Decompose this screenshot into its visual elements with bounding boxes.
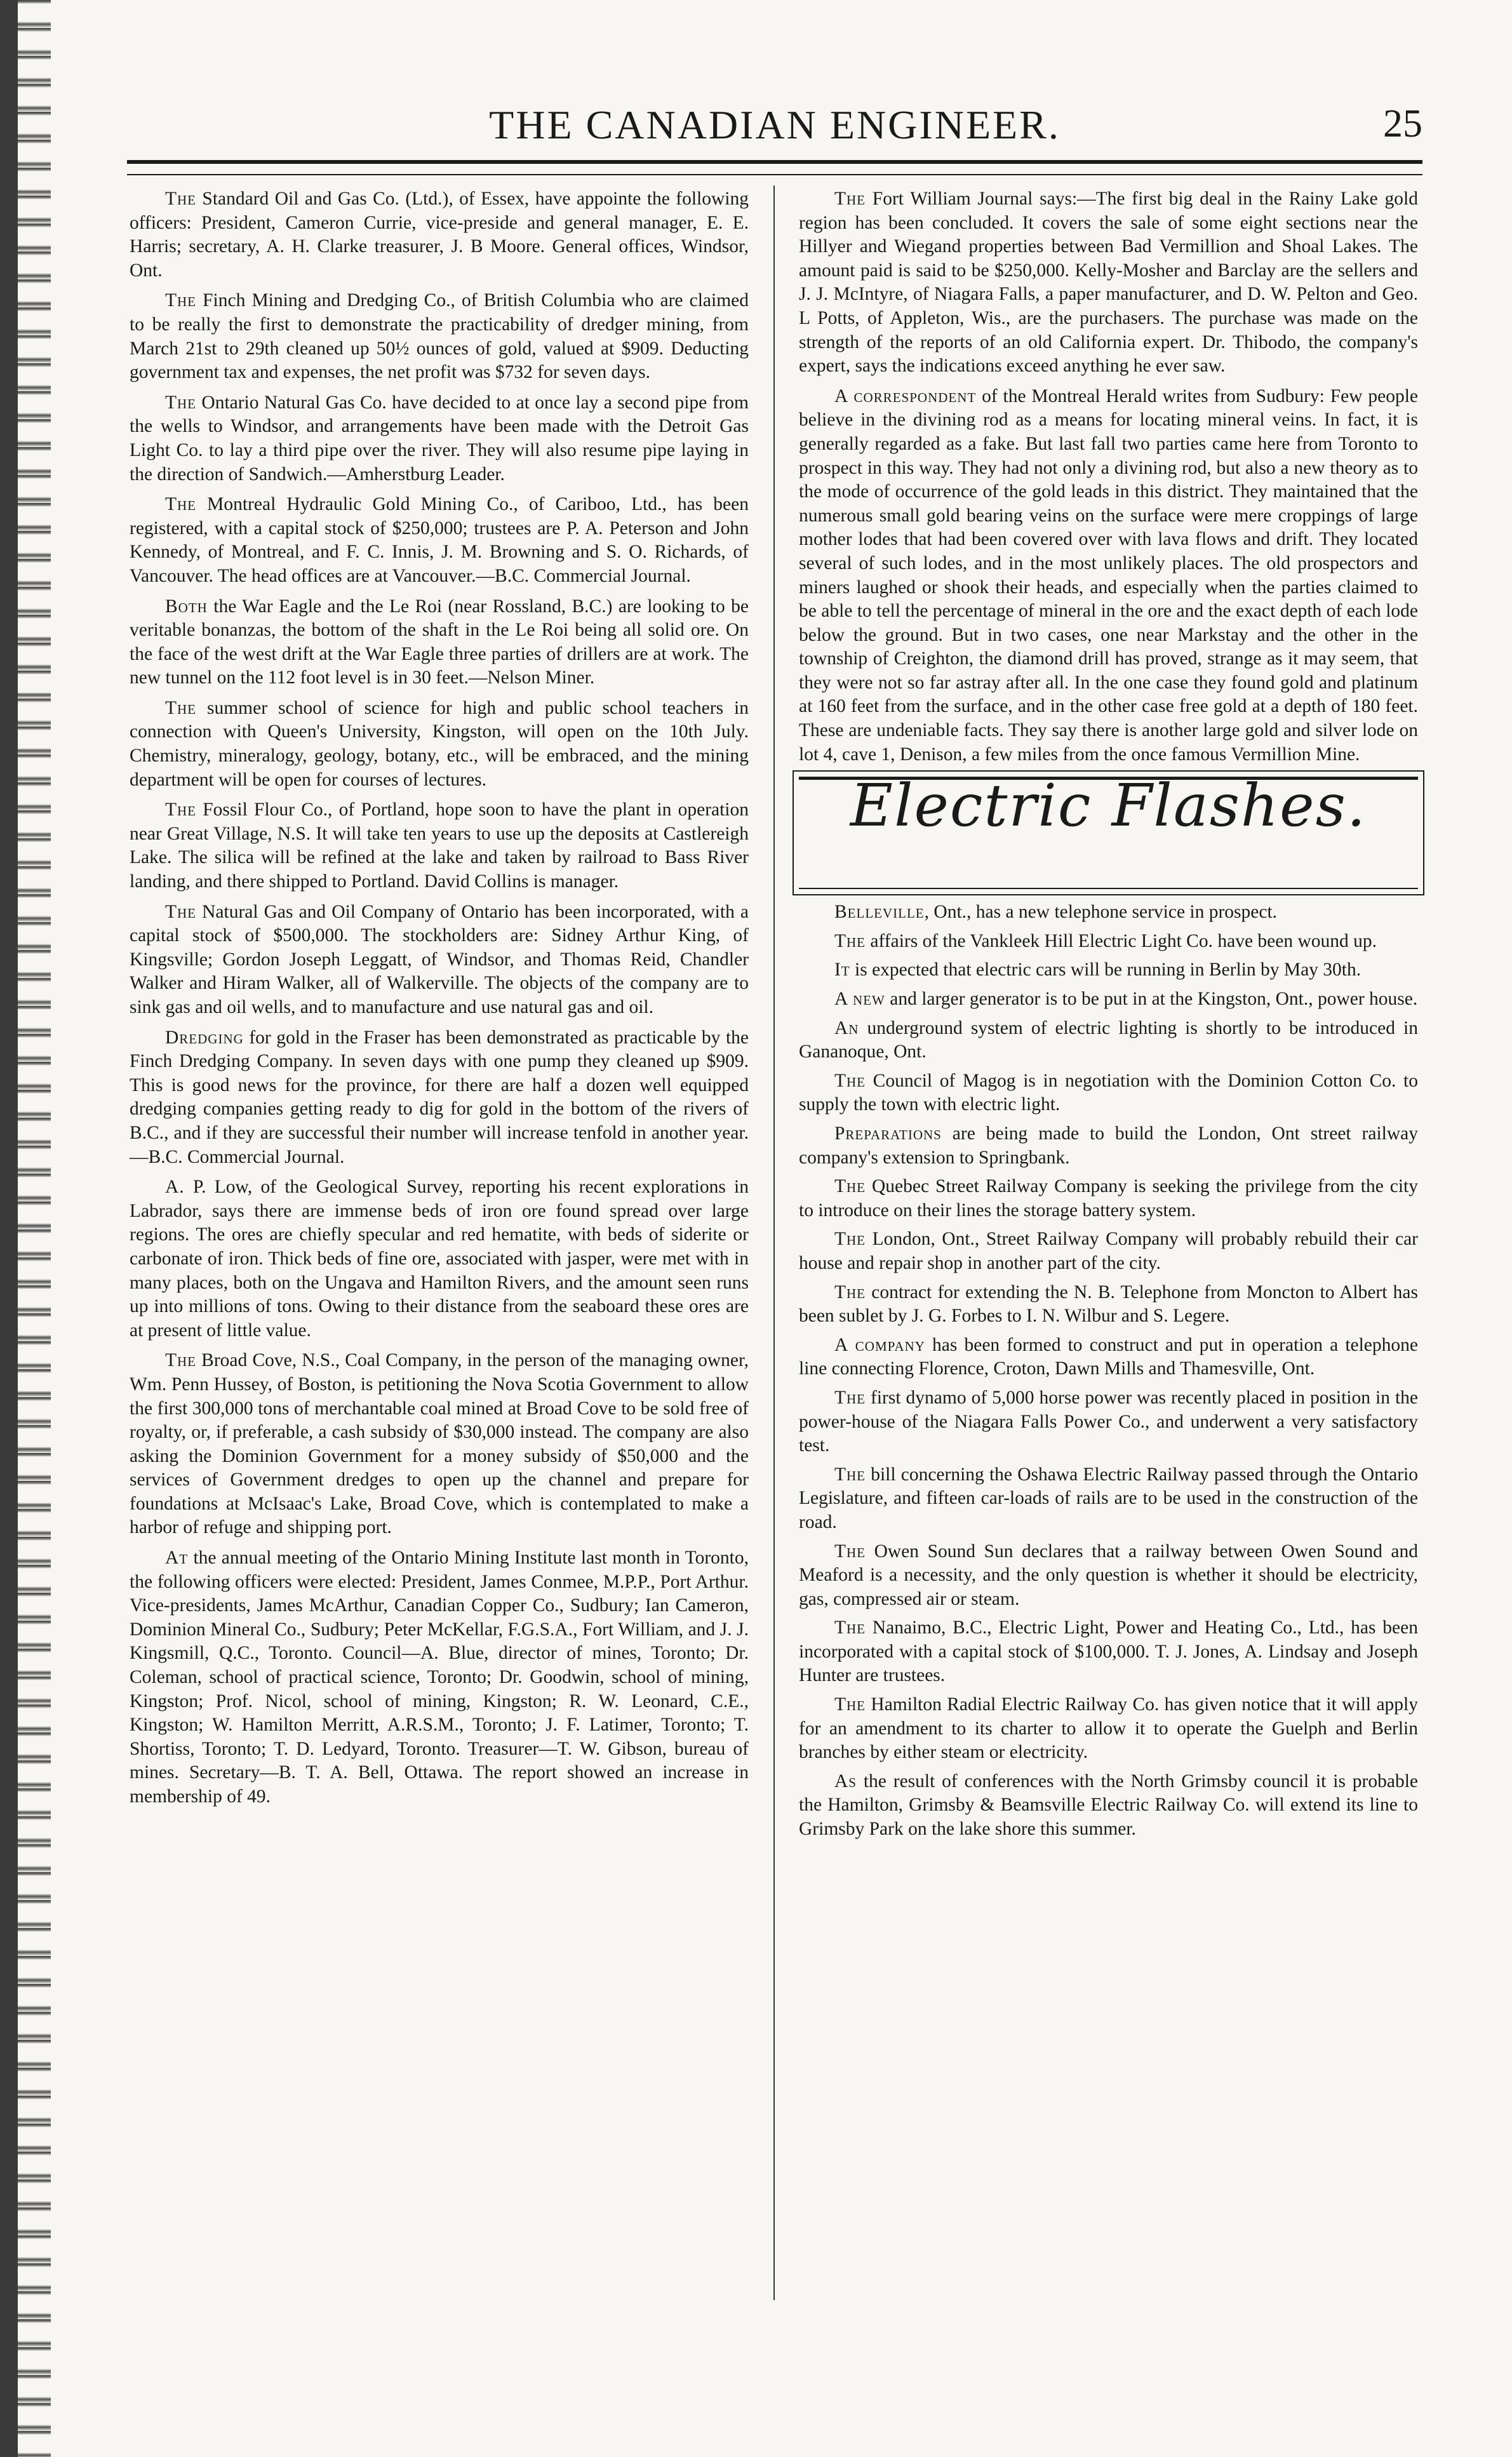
brief-item <box>799 1122 1418 1170</box>
news-paragraph <box>130 1026 749 1170</box>
paragraph-text: for gold in the Fraser has been demonstrated as practicable by the Finch Dredging Company. In seven days with one pump they cleaned up $909. This is good news for the province, for there are half a dozen well equipped dredging companies getting ready to dig for gold in the bottom of the rivers of B.C., and if they are successful their number will increase tenfold in another year.—B.C. Commercial Journal. <box>130 1027 749 1167</box>
news-paragraph <box>130 1546 749 1809</box>
section-heading-box <box>799 772 1418 889</box>
paragraph-text: Natural Gas and Oil Company of Ontario has been incorporated, with a capital stock of $500,000. The stockholders are: Sidney Arthur King, of Kingsville; Gordon Joseph Leggatt, of Windsor, and Thomas Reid, Chandler Walker and Hiram Walker, all of Walkerville. The objects of the company are to sink gas and oil wells, and to manufacture and use natural gas and oil. <box>130 901 749 1017</box>
brief-item <box>799 1175 1418 1222</box>
right-column-news <box>799 187 1418 767</box>
brief-item <box>799 1540 1418 1612</box>
paragraph-text: Fort William Journal says:—The first big deal in the Rainy Lake gold region has been concluded. It covers the sale of some eight sections near the Hillyer and Wiegand properties between Bad Vermillion and Shoal Lakes. The amount paid is said to be $250,000. Kelly-Mosher and Barclay are the sellers and J. J. McIntyre, of Niagara Falls, a paper manufacturer, and D. W. Pelton and Geo. L Potts, of Appleton, Wis., are the purchasers. The purchase was made on the strength of the reports of an old California expert. Dr. Thibodo, the company's expert, says the indications exceed anything he ever saw. <box>799 189 1418 377</box>
news-paragraph <box>130 798 749 894</box>
paragraph-text: contract for extending the N. B. Telephone from Moncton to Albert has been sublet by J. G. Forbes to I. N. Wilbur and S. Legere. <box>799 1282 1418 1327</box>
header-rule <box>127 160 1422 175</box>
news-paragraph <box>130 697 749 792</box>
paragraph-lead: A. <box>165 1177 185 1198</box>
paragraph-lead: The <box>165 494 197 515</box>
brief-item <box>799 1463 1418 1535</box>
electric-flashes-list <box>799 900 1418 1841</box>
news-paragraph <box>799 385 1418 767</box>
right-column <box>799 187 1418 1847</box>
brief-item <box>799 1770 1418 1842</box>
paragraph-text: the result of conferences with the North Grimsby council it is probable the Hamilton, Grimsby & Beamsville Electric Railway Co. will extend its line to Grimsby Park on the lake shore this summer. <box>799 1771 1418 1840</box>
paragraph-lead: The <box>834 1387 866 1408</box>
scan-binding-edge <box>0 0 51 2457</box>
paragraph-lead: The <box>165 189 197 209</box>
brief-item <box>799 1616 1418 1688</box>
brief-item <box>799 1334 1418 1381</box>
paragraph-lead: The <box>834 1176 866 1197</box>
brief-item <box>799 1693 1418 1765</box>
news-paragraph <box>130 1349 749 1540</box>
news-paragraph <box>130 187 749 283</box>
paragraph-lead: It <box>834 960 850 981</box>
paragraph-lead: A correspondent <box>834 385 977 406</box>
brief-item <box>799 900 1418 925</box>
paragraph-text: the War Eagle and the Le Roi (near Rossland, B.C.) are looking to be veritable bonanzas, the bottom of the shaft in the Le Roi being all solid ore. On the face of the west drift at the War Eagle three parties of drillers are at work. The new tunnel on the 112 foot level is in 30 feet.—Nelson Miner. <box>130 596 749 688</box>
paragraph-lead: As <box>834 1771 857 1791</box>
column-divider <box>773 185 775 2300</box>
paragraph-text: the annual meeting of the Ontario Mining Institute last month in Toronto, the following officers were elected: President, James Conmee, M.P.P., Port Arthur. Vice-presidents, James McArthur, Canadian Copper Co., Sudbury; Ian Cameron, Dominion Mineral Co., Sudbury; Peter McKellar, F.G.S.A., Fort William, and J. J. Kingsmill, Q.C., Toronto. Council—A. Blue, director of mines, Toronto; Dr. Coleman, school of practical science, Toronto; Dr. Goodwin, school of mining, Kingston; Prof. Nicol, school of mining, Kingston; R. W. Leonard, C.E., Kingston; W. Hamilton Merritt, A.R.S.M., Toronto; J. F. Latimer, Toronto; T. Shortiss, Toronto; T. D. Ledyard, Toronto. Treasurer—T. W. Gibson, bureau of mines. Secretary—B. T. A. Bell, Ottawa. The report showed an increase in membership of 49. <box>130 1548 749 1807</box>
news-paragraph <box>799 187 1418 378</box>
brief-item <box>799 930 1418 954</box>
paragraph-lead: The <box>834 1541 866 1562</box>
paragraph-text: underground system of electric lighting is shortly to be introduced in Gananoque, Ont. <box>799 1017 1418 1062</box>
paragraph-lead: The <box>834 1282 866 1302</box>
paragraph-lead: The <box>165 800 197 820</box>
running-title: THE CANADIAN ENGINEER. <box>489 102 1060 147</box>
news-paragraph <box>130 289 749 384</box>
news-paragraph <box>130 1175 749 1342</box>
paragraph-lead: The <box>165 901 197 922</box>
paragraph-text: is expected that electric cars will be running in Berlin by May 30th. <box>850 960 1361 981</box>
paragraph-text: are being made to build the London, Ont street railway company's extension to Springbank. <box>799 1123 1418 1168</box>
news-paragraph <box>130 900 749 1020</box>
paragraph-lead: The <box>834 1464 866 1485</box>
brief-item <box>799 1228 1418 1275</box>
section-title: Electric Flashes. <box>850 772 1367 840</box>
paragraph-lead: A new <box>834 989 885 1010</box>
paragraph-text: Montreal Hydraulic Gold Mining Co., of Cariboo, Ltd., has been registered, with a capital stock of $250,000; trustees are P. A. Peterson and John Kennedy, of Montreal, and F. C. Innis, J. M. Browning and S. O. Richards, of Vancouver. The head offices are at Vancouver.—B.C. Commercial Journal. <box>130 494 749 586</box>
paragraph-text: Broad Cove, N.S., Coal Company, in the person of the managing owner, Wm. Penn Hussey, of Boston, is petitioning the Nova Scotia Government to allow the first 300,000 tons of merchantable coal mined at Broad Cove to be sold free of royalty, or, if preferable, a cash subsidy of $30,000 instead. The company are also asking the Dominion Government for a money subsidy of $50,000 and the services of Government dredges to open up the channel and prepare for foundations at McIsaac's Lake, Broad Cove, which is contemplated to make a harbor of refuge and shipping port. <box>130 1350 749 1538</box>
paragraph-lead: The <box>834 930 866 951</box>
paragraph-text: summer school of science for high and public school teachers in connection with Queen's University, Kingston, will open on the 10th July. Chemistry, mineralogy, geology, botany, etc., will be embraced, and the mining department will be open for courses of lectures. <box>130 697 749 790</box>
paragraph-text: Quebec Street Railway Company is seeking the privilege from the city to introduce on their lines the storage battery system. <box>799 1176 1418 1221</box>
brief-item <box>799 1017 1418 1064</box>
paragraph-text: Owen Sound Sun declares that a railway between Owen Sound and Meaford is a necessity, and the only question is whether it should be electricity, gas, compressed air or steam. <box>799 1541 1418 1609</box>
paragraph-lead: A company <box>834 1334 925 1355</box>
left-column <box>130 187 749 1816</box>
paragraph-text: London, Ont., Street Railway Company will probably rebuild their car house and repair shop in another part of the city. <box>799 1229 1418 1273</box>
paragraph-text: affairs of the Vankleek Hill Electric Light Co. have been wound up. <box>866 930 1377 951</box>
news-paragraph <box>130 391 749 486</box>
paragraph-lead: Both <box>165 596 208 617</box>
paragraph-lead: The <box>165 290 197 311</box>
news-paragraph <box>130 493 749 588</box>
paragraph-lead: Preparations <box>834 1123 942 1144</box>
news-paragraph <box>130 595 749 690</box>
paragraph-text: Fossil Flour Co., of Portland, hope soon to have the plant in operation near Great Village, N.S. It will take ten years to use up the deposits at Castlereigh Lake. The silica will be refined at the lake and taken by railroad to Bass River landing, and there shipped to Portland. David Collins is manager. <box>130 800 749 892</box>
paragraph-text: bill concerning the Oshawa Electric Railway passed through the Ontario Legislature, and fifteen car-loads of rails are to be used in the construction of the road. <box>799 1464 1418 1532</box>
paragraph-lead: An <box>834 1017 859 1038</box>
paragraph-text: Council of Magog is in negotiation with the Dominion Cotton Co. to supply the town with electric light. <box>799 1070 1418 1115</box>
page-number: 25 <box>1383 102 1422 145</box>
paragraph-text: , Ont., has a new telephone service in prospect. <box>924 902 1278 923</box>
paragraph-text: Nanaimo, B.C., Electric Light, Power and Heating Co., Ltd., has been incorporated with a capital stock of $100,000. T. J. Jones, A. Lindsay and Joseph Hunter are trustees. <box>799 1617 1418 1686</box>
paragraph-text: Ontario Natural Gas Co. have decided to at once lay a second pipe from the wells to Windsor, and arrangements have been made with the Detroit Gas Light Co. to lay a third pipe over the river. They will also resume pipe laying in the direction of Sandwich.—Amherstburg Leader. <box>130 392 749 485</box>
paragraph-text: Finch Mining and Dredging Co., of British Columbia who are claimed to be really the first to demonstrate the practicability of dredger mining, from March 21st to 29th cleaned up 50½ ounces of gold, valued at $909. Deducting government tax and expenses, the net profit was $732 for seven days. <box>130 290 749 383</box>
brief-item <box>799 987 1418 1012</box>
paragraph-lead: At <box>165 1548 189 1569</box>
paragraph-text: first dynamo of 5,000 horse power was recently placed in position in the power-house of the Niagara Falls Power Co., and underwent a very satisfactory test. <box>799 1387 1418 1456</box>
paragraph-lead: The <box>165 392 197 413</box>
paragraph-lead: The <box>834 1229 866 1250</box>
paragraph-text: Standard Oil and Gas Co. (Ltd.), of Essex, have appointe the following officers: President, Cameron Currie, vice-preside and general manager, E. E. Harris; secretary, A. H. Clarke treasurer, J. B Moore. General offices, Windsor, Ont. <box>130 189 749 281</box>
paragraph-lead: Belleville <box>834 902 925 923</box>
paragraph-lead: The <box>165 1350 197 1371</box>
paragraph-text: has been formed to construct and put in operation a telephone line connecting Florence, Croton, Dawn Mills and Thamesville, Ont. <box>799 1334 1418 1379</box>
paragraph-lead: Dredging <box>165 1027 244 1048</box>
brief-item <box>799 958 1418 982</box>
paragraph-lead: The <box>834 1070 866 1091</box>
paragraph-lead: The <box>834 1617 866 1638</box>
paragraph-text: of the Montreal Herald writes from Sudbury: Few people believe in the divining rod as a means for locating mineral veins. In fact, it is generally regarded as a fake. But last fall two parties came here from Toronto to prospect in this way. They had not only a divining rod, but also a new theory as to the mode of occurrence of the gold leads in this district. They maintained that the numerous small gold bearing veins on the surface were mere croppings of large mother lodes that had been covered over with lava flows and drift. They located several of such lodes, and in the most unlikely places. The old prospectors and miners laughed or shook their heads, and especially when the parties claimed to be able to tell the percentage of mineral in the ore and the exact depth of each lode below the ground. But in two cases, one near Markstay and the other in the township of Creighton, the diamond drill has proved, strange as it may seem, that they were not so far astray after all. In the one case they found gold and platinum at 160 feet from the surface, and in the other case free gold at a depth of 180 feet. These are undeniable facts. They say there is another large gold and silver lode on lot 4, cave 1, Denison, a few miles from the once famous Vermillion Mine. <box>799 385 1418 765</box>
paragraph-text: Hamilton Radial Electric Railway Co. has given notice that it will apply for an amendment to its charter to allow it to operate the Guelph and Berlin branches by either steam or electricity. <box>799 1694 1418 1763</box>
paragraph-text: and larger generator is to be put in at the Kingston, Ont., power house. <box>885 989 1418 1010</box>
paragraph-lead: The <box>834 189 866 209</box>
brief-item <box>799 1281 1418 1329</box>
paragraph-lead: The <box>834 1694 866 1715</box>
brief-item <box>799 1069 1418 1117</box>
brief-item <box>799 1386 1418 1458</box>
paragraph-text: P. Low, of the Geological Survey, reporting his recent explorations in Labrador, says there are immense beds of iron ore found spread over large regions. The ores are chiefly specular and red hematite, with beds of siderite or carbonate of iron. Thick beds of fine ore, associated with jasper, were met with in many places, both on the Ungava and Hamilton Rivers, and the amount seen runs up into millions of tons. Owing to their distance from the seaboard these ores are at present of little value. <box>130 1177 749 1341</box>
page-header <box>127 102 1422 159</box>
paragraph-lead: The <box>165 697 197 718</box>
